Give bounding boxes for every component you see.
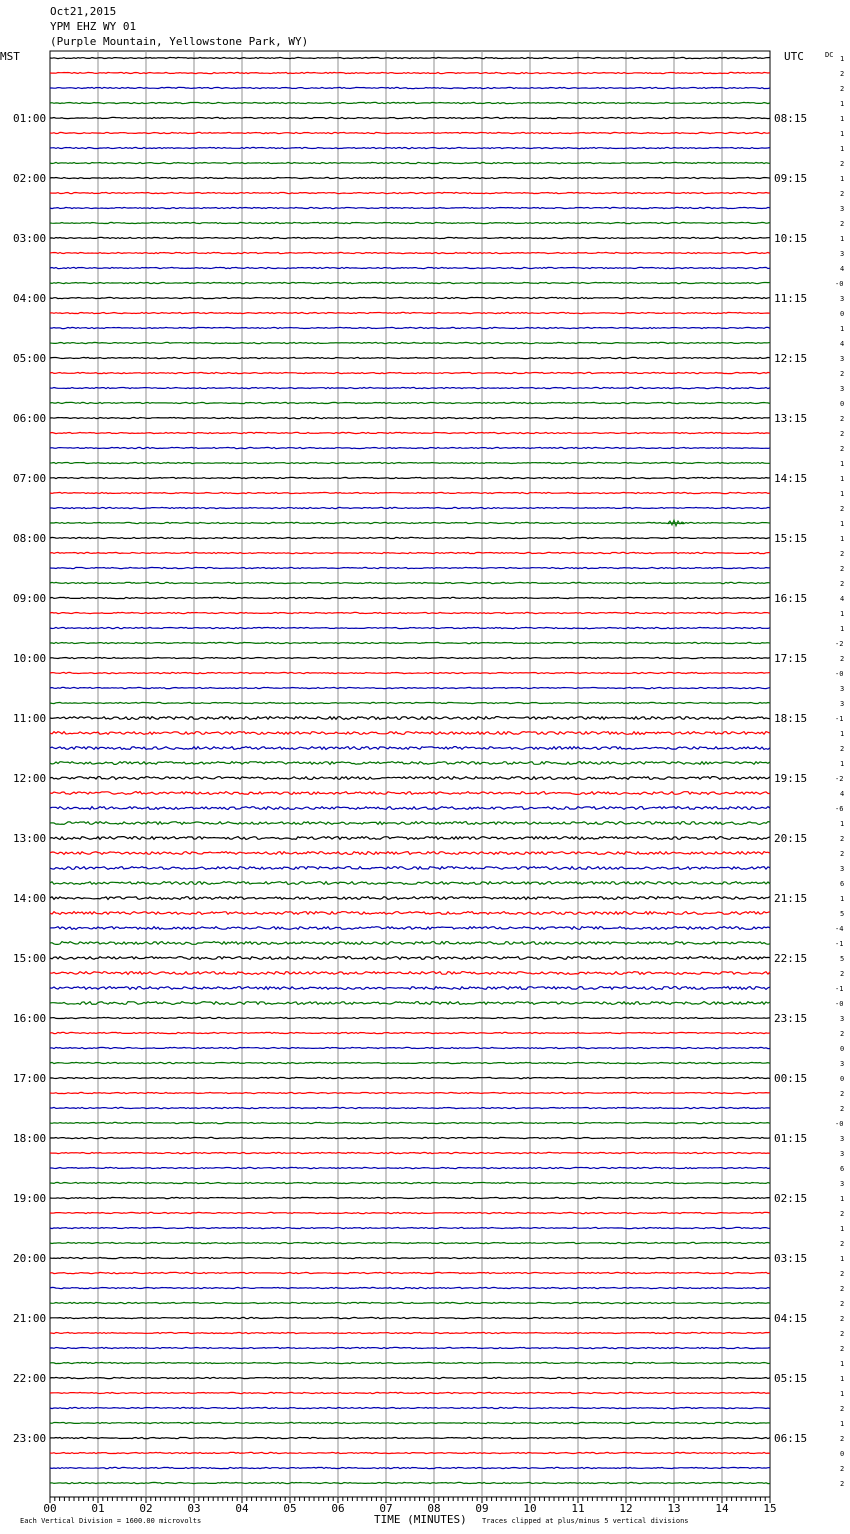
dc-offset-label: 1	[840, 460, 845, 468]
trace-line	[50, 1257, 770, 1258]
trace-line	[50, 1062, 770, 1063]
dc-offset-label: 1	[840, 520, 845, 528]
trace-line	[50, 1392, 770, 1393]
trace-line	[50, 222, 770, 223]
x-tick-label: 02	[139, 1502, 153, 1515]
trace-line	[50, 1437, 770, 1438]
trace-line	[50, 1407, 770, 1408]
trace-line	[50, 642, 770, 643]
dc-offset-label: 2	[840, 190, 845, 198]
dc-offset-label: 1	[840, 130, 845, 138]
dc-offset-label: 3	[840, 205, 845, 213]
trace-line	[50, 282, 770, 283]
utc-hour-label: 16:15	[774, 592, 808, 605]
dc-offset-label: 1	[840, 730, 845, 738]
trace-line	[50, 1212, 770, 1213]
dc-offset-label: 1	[840, 895, 845, 903]
dc-offset-label: 2	[840, 445, 845, 453]
dc-offset-label: 1	[840, 1225, 845, 1233]
utc-hour-label: 15:15	[774, 532, 808, 545]
dc-offset-label: 3	[840, 250, 845, 258]
dc-offset-label: 4	[840, 265, 845, 273]
trace-line	[50, 1467, 770, 1468]
mst-hour-label: 20:00	[13, 1252, 47, 1265]
trace-line	[50, 1287, 770, 1288]
trace-line	[50, 1077, 770, 1078]
mst-hour-label: 02:00	[13, 172, 47, 185]
utc-hour-label: 21:15	[774, 892, 808, 905]
trace-line	[50, 1152, 770, 1153]
x-tick-label: 12	[619, 1502, 633, 1515]
utc-hour-label: 00:15	[774, 1072, 808, 1085]
dc-offset-label: 2	[840, 85, 845, 93]
dc-offset-label: 2	[840, 1240, 845, 1248]
trace-line	[50, 1182, 770, 1183]
utc-hour-label: 03:15	[774, 1252, 808, 1265]
dc-offset-label: 1	[840, 535, 845, 543]
trace-line	[50, 1227, 770, 1228]
trace-line	[50, 1272, 770, 1273]
trace-line	[50, 1482, 770, 1483]
trace-line	[50, 72, 770, 73]
trace-line	[50, 267, 770, 268]
mst-hour-label: 21:00	[13, 1312, 47, 1325]
trace-line	[50, 1107, 770, 1108]
trace-line	[50, 627, 770, 628]
mst-hour-label: 01:00	[13, 112, 47, 125]
trace-line	[50, 1242, 770, 1243]
trace-line	[50, 1332, 770, 1333]
trace-line	[50, 1362, 770, 1363]
trace-line	[50, 702, 770, 703]
trace-line	[50, 402, 770, 403]
dc-offset-label: -4	[835, 925, 844, 933]
dc-offset-label: 1	[840, 625, 845, 633]
dc-offset-label: 0	[840, 400, 845, 408]
dc-offset-label: 2	[840, 1345, 845, 1353]
dc-offset-label: 2	[840, 1465, 845, 1473]
trace-line	[50, 147, 770, 148]
trace-line	[50, 162, 770, 163]
trace-line	[50, 822, 770, 825]
dc-offset-label: 1	[840, 1195, 845, 1203]
trace-line	[50, 597, 770, 598]
dc-offset-label: 2	[840, 160, 845, 168]
x-tick-label: 09	[475, 1502, 489, 1515]
mst-hour-label: 08:00	[13, 532, 47, 545]
mst-hour-label: 04:00	[13, 292, 47, 305]
trace-line	[50, 957, 770, 960]
trace-line	[50, 1092, 770, 1093]
dc-offset-label: 3	[840, 865, 845, 873]
dc-offset-label: 2	[840, 1300, 845, 1308]
trace-line	[50, 777, 770, 780]
utc-hour-label: 18:15	[774, 712, 808, 725]
utc-hour-label: 17:15	[774, 652, 808, 665]
x-tick-label: 00	[43, 1502, 57, 1515]
dc-offset-label: 2	[840, 70, 845, 78]
dc-offset-label: 1	[840, 475, 845, 483]
scale-note: Each Vertical Division = 1600.00 microvolts	[20, 1517, 202, 1525]
x-tick-label: 04	[235, 1502, 249, 1515]
trace-line	[50, 717, 770, 720]
dc-offset-label: 1	[840, 175, 845, 183]
dc-offset-label: 2	[840, 1030, 845, 1038]
trace-line	[50, 537, 770, 538]
trace-line	[50, 867, 770, 870]
x-tick-label: 05	[283, 1502, 297, 1515]
trace-line	[50, 672, 770, 673]
dc-offset-label: -1	[835, 940, 844, 948]
trace-line	[50, 312, 770, 313]
dc-offset-label: 2	[840, 745, 845, 753]
mst-hour-label: 12:00	[13, 772, 47, 785]
dc-offset-label: 0	[840, 1045, 845, 1053]
utc-hour-label: 14:15	[774, 472, 808, 485]
trace-line	[50, 1002, 770, 1005]
trace-line	[50, 372, 770, 373]
chart-labels	[13, 55, 844, 1515]
dc-offset-label: 2	[840, 415, 845, 423]
utc-hour-label: 20:15	[774, 832, 808, 845]
utc-hour-label: 10:15	[774, 232, 808, 245]
trace-line	[50, 357, 770, 358]
dc-offset-label: 2	[840, 835, 845, 843]
utc-hour-label: 09:15	[774, 172, 808, 185]
trace-line	[50, 1167, 770, 1168]
trace-line	[50, 1032, 770, 1033]
dc-offset-label: 2	[840, 550, 845, 558]
dc-offset-label: 2	[840, 1405, 845, 1413]
dc-offset-label: 3	[840, 385, 845, 393]
dc-offset-label: 1	[840, 820, 845, 828]
x-tick-label: 08	[427, 1502, 441, 1515]
dc-offset-label: -0	[835, 670, 844, 678]
dc-offset-label: 3	[840, 1015, 845, 1023]
dc-offset-label: 1	[840, 100, 845, 108]
chart-traces	[50, 57, 770, 1483]
trace-line	[50, 837, 770, 840]
mst-hour-label: 17:00	[13, 1072, 47, 1085]
trace-line	[50, 207, 770, 208]
utc-hour-label: 11:15	[774, 292, 808, 305]
trace-line	[50, 1377, 770, 1378]
dc-offset-label: 6	[840, 1165, 845, 1173]
trace-line	[50, 492, 770, 493]
trace-line	[50, 582, 770, 583]
dc-offset-label: 5	[840, 955, 845, 963]
trace-line	[50, 882, 770, 885]
dc-offset-label: -2	[835, 640, 844, 648]
trace-line	[50, 1317, 770, 1318]
dc-offset-label: 5	[840, 910, 845, 918]
x-tick-label: 15	[763, 1502, 777, 1515]
trace-line	[50, 1197, 770, 1198]
dc-offset-label: 3	[840, 295, 845, 303]
dc-offset-label: 2	[840, 970, 845, 978]
x-tick-label: 06	[331, 1502, 345, 1515]
trace-line	[50, 852, 770, 855]
trace-line	[50, 972, 770, 975]
dc-offset-label: -0	[835, 1120, 844, 1128]
utc-hour-label: 19:15	[774, 772, 808, 785]
trace-line	[50, 792, 770, 795]
dc-offset-label: 0	[840, 1450, 845, 1458]
utc-hour-label: 05:15	[774, 1372, 808, 1385]
station-location: (Purple Mountain, Yellowstone Park, WY)	[50, 35, 309, 48]
x-tick-label: 10	[523, 1502, 537, 1515]
dc-offset-label: -0	[835, 1000, 844, 1008]
dc-offset-label: 2	[840, 655, 845, 663]
trace-line	[50, 237, 770, 238]
utc-hour-label: 02:15	[774, 1192, 808, 1205]
trace-line	[50, 687, 770, 688]
dc-offset-label: 3	[840, 1060, 845, 1068]
mst-hour-label: 03:00	[13, 232, 47, 245]
trace-line	[50, 177, 770, 178]
mst-hour-label: 23:00	[13, 1432, 47, 1445]
dc-offset-label: 2	[840, 1330, 845, 1338]
mst-hour-label: 15:00	[13, 952, 47, 965]
utc-hour-label: 22:15	[774, 952, 808, 965]
x-tick-label: 03	[187, 1502, 201, 1515]
dc-offset-label: 1	[840, 1360, 845, 1368]
trace-line	[50, 447, 770, 448]
dc-offset-label: 2	[840, 565, 845, 573]
trace-line	[50, 192, 770, 193]
dc-offset-label: 3	[840, 700, 845, 708]
trace-line	[50, 942, 770, 945]
trace-line	[50, 747, 770, 750]
dc-offset-label: 1	[840, 610, 845, 618]
mst-hour-label: 14:00	[13, 892, 47, 905]
mst-label: MST	[0, 50, 20, 63]
clip-note: Traces clipped at plus/minus 5 vertical divisions	[482, 1517, 689, 1525]
dc-offset-label: 2	[840, 370, 845, 378]
dc-offset-label: 1	[840, 490, 845, 498]
trace-line	[50, 327, 770, 328]
dc-offset-label: 1	[840, 1420, 845, 1428]
utc-hour-label: 13:15	[774, 412, 808, 425]
mst-hour-label: 16:00	[13, 1012, 47, 1025]
dc-offset-label: -6	[835, 805, 844, 813]
mst-hour-label: 18:00	[13, 1132, 47, 1145]
trace-line	[50, 387, 770, 388]
trace-line	[50, 657, 770, 658]
dc-offset-label: 2	[840, 580, 845, 588]
dc-offset-label: 1	[840, 760, 845, 768]
trace-line	[50, 462, 770, 463]
x-tick-label: 13	[667, 1502, 681, 1515]
utc-hour-label: 01:15	[774, 1132, 808, 1145]
trace-line	[50, 732, 770, 735]
dc-offset-label: 0	[840, 310, 845, 318]
dc-offset-label: 1	[840, 235, 845, 243]
trace-line	[50, 552, 770, 553]
trace-line	[50, 252, 770, 253]
trace-line	[50, 1017, 770, 1018]
dc-offset-label: 2	[840, 505, 845, 513]
dc-offset-label: 2	[840, 1105, 845, 1113]
dc-offset-label: 1	[840, 1375, 845, 1383]
dc-offset-label: 0	[840, 1075, 845, 1083]
dc-label: DC	[825, 51, 834, 59]
mst-hour-label: 19:00	[13, 1192, 47, 1205]
trace-line	[50, 117, 770, 118]
dc-offset-label: -1	[835, 985, 844, 993]
trace-line	[50, 987, 770, 990]
trace-line	[50, 612, 770, 613]
trace-line	[50, 762, 770, 765]
dc-offset-label: 1	[840, 325, 845, 333]
dc-offset-label: 1	[840, 115, 845, 123]
dc-offset-label: 2	[840, 1285, 845, 1293]
utc-hour-label: 23:15	[774, 1012, 808, 1025]
dc-offset-label: 1	[840, 55, 845, 63]
utc-hour-label: 12:15	[774, 352, 808, 365]
mst-hour-label: 10:00	[13, 652, 47, 665]
dc-offset-label: -2	[835, 775, 844, 783]
dc-offset-label: 3	[840, 355, 845, 363]
dc-offset-label: 4	[840, 595, 845, 603]
dc-offset-label: 2	[840, 1090, 845, 1098]
dc-offset-label: 2	[840, 220, 845, 228]
dc-offset-label: 1	[840, 1390, 845, 1398]
trace-line	[50, 1137, 770, 1138]
trace-line	[50, 927, 770, 930]
trace-line	[50, 1452, 770, 1453]
trace-line	[50, 87, 770, 88]
dc-offset-label: 2	[840, 430, 845, 438]
x-axis-title: TIME (MINUTES)	[374, 1513, 467, 1526]
trace-line	[50, 567, 770, 568]
mst-hour-label: 22:00	[13, 1372, 47, 1385]
trace-line	[50, 522, 770, 523]
trace-line	[50, 342, 770, 343]
dc-offset-label: 3	[840, 1180, 845, 1188]
dc-offset-label: -1	[835, 715, 844, 723]
dc-offset-label: 2	[840, 1435, 845, 1443]
trace-line	[50, 1122, 770, 1123]
utc-hour-label: 06:15	[774, 1432, 808, 1445]
trace-line	[50, 807, 770, 810]
x-tick-label: 01	[91, 1502, 105, 1515]
dc-offset-label: 2	[840, 1210, 845, 1218]
trace-line	[50, 1047, 770, 1048]
x-tick-label: 07	[379, 1502, 393, 1515]
trace-line	[50, 297, 770, 298]
trace-line	[50, 1347, 770, 1348]
mst-hour-label: 11:00	[13, 712, 47, 725]
utc-hour-label: 08:15	[774, 112, 808, 125]
trace-line	[50, 417, 770, 418]
dc-offset-label: 4	[840, 340, 845, 348]
trace-line	[50, 1422, 770, 1423]
dc-offset-label: 6	[840, 880, 845, 888]
utc-label: UTC	[784, 50, 804, 63]
dc-offset-label: 3	[840, 685, 845, 693]
mst-hour-label: 05:00	[13, 352, 47, 365]
mst-hour-label: 06:00	[13, 412, 47, 425]
trace-line	[50, 132, 770, 133]
trace-line	[50, 57, 770, 58]
dc-offset-label: 2	[840, 1480, 845, 1488]
dc-offset-label: 2	[840, 1270, 845, 1278]
mst-hour-label: 09:00	[13, 592, 47, 605]
trace-line	[50, 912, 770, 915]
dc-offset-label: 2	[840, 850, 845, 858]
dc-offset-label: 4	[840, 790, 845, 798]
dc-offset-label: 3	[840, 1150, 845, 1158]
trace-line	[50, 477, 770, 478]
dc-offset-label: 2	[840, 1315, 845, 1323]
trace-line	[50, 1302, 770, 1303]
trace-line	[50, 507, 770, 508]
trace-line	[50, 432, 770, 433]
station-code: YPM EHZ WY 01	[50, 20, 137, 33]
mst-hour-label: 07:00	[13, 472, 47, 485]
dc-offset-label: -0	[835, 280, 844, 288]
x-tick-label: 11	[571, 1502, 585, 1515]
x-tick-label: 14	[715, 1502, 729, 1515]
dc-offset-label: 1	[840, 145, 845, 153]
utc-hour-label: 04:15	[774, 1312, 808, 1325]
record-date: Oct21,2015	[50, 5, 117, 18]
trace-line	[50, 897, 770, 900]
dc-offset-label: 3	[840, 1135, 845, 1143]
mst-hour-label: 13:00	[13, 832, 47, 845]
dc-offset-label: 1	[840, 1255, 845, 1263]
trace-line	[50, 102, 770, 103]
